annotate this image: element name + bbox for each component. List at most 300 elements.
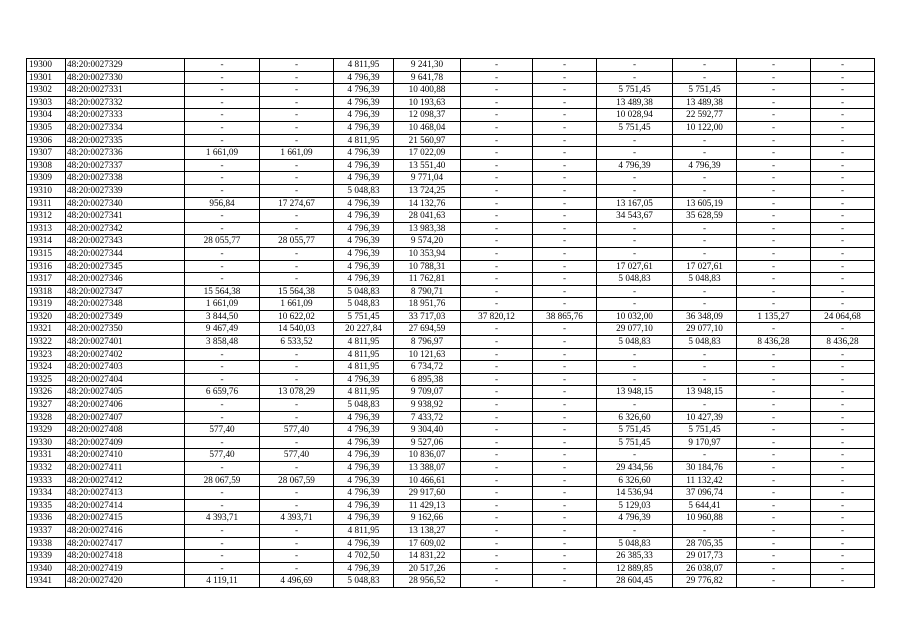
value-cell: -	[185, 172, 260, 185]
table-row	[27, 84, 875, 97]
cadastral-number-cell: 48:20:0027339	[66, 184, 185, 197]
value-cell: -	[811, 361, 875, 374]
value-cell: 4 796,39	[334, 562, 394, 575]
value-cell: -	[461, 399, 533, 412]
value-cell: 4 811,95	[334, 524, 394, 537]
value-cell: 9 241,30	[394, 59, 461, 72]
value-cell: -	[185, 222, 260, 235]
value-cell: -	[737, 96, 811, 109]
value-cell: 4 796,39	[334, 210, 394, 223]
value-cell: -	[811, 260, 875, 273]
row-number-cell: 19337	[27, 524, 66, 537]
table-body	[27, 59, 875, 588]
value-cell: 5 751,45	[597, 424, 673, 437]
value-cell: 5 129,03	[597, 499, 673, 512]
value-cell: 4 796,39	[334, 537, 394, 550]
row-number-cell: 19329	[27, 424, 66, 437]
cadastral-number-cell: 48:20:0027329	[66, 59, 185, 72]
value-cell: 5 751,45	[597, 121, 673, 134]
value-cell: 1 661,09	[260, 298, 334, 311]
value-cell: -	[597, 235, 673, 248]
value-cell: -	[461, 84, 533, 97]
table-row	[27, 147, 875, 160]
value-cell: 13 551,40	[394, 159, 461, 172]
value-cell: -	[185, 373, 260, 386]
table-row	[27, 550, 875, 563]
table-row	[27, 172, 875, 185]
value-cell: -	[461, 361, 533, 374]
table-row	[27, 562, 875, 575]
value-cell: -	[597, 373, 673, 386]
value-cell: -	[597, 184, 673, 197]
row-number-cell: 19313	[27, 222, 66, 235]
value-cell: -	[461, 71, 533, 84]
value-cell: 4 796,39	[334, 260, 394, 273]
value-cell: 4 796,39	[334, 84, 394, 97]
table-row	[27, 361, 875, 374]
value-cell: -	[260, 562, 334, 575]
value-cell: -	[533, 210, 597, 223]
value-cell: 4 796,39	[334, 222, 394, 235]
value-cell: -	[260, 399, 334, 412]
value-cell: 26 038,07	[673, 562, 737, 575]
value-cell: 10 468,04	[394, 121, 461, 134]
value-cell: -	[533, 273, 597, 286]
cadastral-number-cell: 48:20:0027420	[66, 575, 185, 588]
table-row	[27, 210, 875, 223]
value-cell: 5 048,83	[673, 336, 737, 349]
value-cell: -	[597, 285, 673, 298]
value-cell: -	[260, 84, 334, 97]
value-cell: -	[737, 235, 811, 248]
cadastral-number-cell: 48:20:0027407	[66, 411, 185, 424]
value-cell: -	[260, 537, 334, 550]
value-cell: 10 028,94	[597, 109, 673, 122]
row-number-cell: 19303	[27, 96, 66, 109]
row-number-cell: 19328	[27, 411, 66, 424]
value-cell: -	[811, 197, 875, 210]
value-cell: -	[811, 285, 875, 298]
value-cell: -	[673, 399, 737, 412]
value-cell: -	[185, 59, 260, 72]
value-cell: 30 184,76	[673, 462, 737, 475]
value-cell: -	[533, 537, 597, 550]
value-cell: -	[673, 71, 737, 84]
value-cell: 17 609,02	[394, 537, 461, 550]
value-cell: -	[533, 386, 597, 399]
value-cell: -	[533, 474, 597, 487]
value-cell: -	[533, 512, 597, 525]
table-row	[27, 462, 875, 475]
value-cell: -	[260, 121, 334, 134]
value-cell: -	[737, 361, 811, 374]
table-row	[27, 575, 875, 588]
row-number-cell: 19311	[27, 197, 66, 210]
value-cell: -	[737, 147, 811, 160]
cadastral-number-cell: 48:20:0027348	[66, 298, 185, 311]
table-row	[27, 424, 875, 437]
row-number-cell: 19330	[27, 436, 66, 449]
value-cell: -	[811, 550, 875, 563]
value-cell: -	[461, 197, 533, 210]
value-cell: 11 132,42	[673, 474, 737, 487]
value-cell: 4 796,39	[597, 512, 673, 525]
value-cell: -	[811, 411, 875, 424]
value-cell: 12 889,85	[597, 562, 673, 575]
value-cell: 4 393,71	[185, 512, 260, 525]
value-cell: -	[461, 499, 533, 512]
value-cell: -	[737, 487, 811, 500]
value-cell: -	[461, 285, 533, 298]
value-cell: -	[737, 550, 811, 563]
value-cell: 8 436,28	[811, 336, 875, 349]
value-cell: -	[811, 323, 875, 336]
value-cell: 3 858,48	[185, 336, 260, 349]
value-cell: -	[461, 449, 533, 462]
value-cell: 4 796,39	[334, 474, 394, 487]
cadastral-number-cell: 48:20:0027349	[66, 310, 185, 323]
value-cell: 5 048,83	[334, 285, 394, 298]
value-cell: 5 048,83	[597, 273, 673, 286]
cadastral-number-cell: 48:20:0027401	[66, 336, 185, 349]
table-row	[27, 222, 875, 235]
value-cell: 29 917,60	[394, 487, 461, 500]
value-cell: -	[597, 59, 673, 72]
value-cell: -	[533, 147, 597, 160]
value-cell: 14 831,22	[394, 550, 461, 563]
value-cell: -	[533, 172, 597, 185]
value-cell: -	[533, 96, 597, 109]
value-cell: -	[260, 134, 334, 147]
value-cell: -	[533, 524, 597, 537]
value-cell: 577,40	[260, 449, 334, 462]
row-number-cell: 19316	[27, 260, 66, 273]
value-cell: -	[185, 436, 260, 449]
value-cell: 10 960,88	[673, 512, 737, 525]
value-cell: 28 705,35	[673, 537, 737, 550]
cadastral-number-cell: 48:20:0027419	[66, 562, 185, 575]
value-cell: -	[811, 399, 875, 412]
value-cell: 28 041,63	[394, 210, 461, 223]
value-cell: -	[673, 172, 737, 185]
value-cell: -	[185, 121, 260, 134]
value-cell: -	[533, 260, 597, 273]
value-cell: -	[461, 348, 533, 361]
value-cell: -	[811, 386, 875, 399]
value-cell: 6 326,60	[597, 474, 673, 487]
value-cell: -	[260, 71, 334, 84]
value-cell: -	[461, 134, 533, 147]
value-cell: 37 820,12	[461, 310, 533, 323]
value-cell: -	[185, 96, 260, 109]
value-cell: 4 796,39	[334, 449, 394, 462]
value-cell: 6 659,76	[185, 386, 260, 399]
value-cell: -	[811, 298, 875, 311]
value-cell: -	[260, 348, 334, 361]
value-cell: 18 951,76	[394, 298, 461, 311]
cadastral-number-cell: 48:20:0027347	[66, 285, 185, 298]
value-cell: 9 467,49	[185, 323, 260, 336]
value-cell: -	[185, 159, 260, 172]
value-cell: 4 796,39	[334, 462, 394, 475]
value-cell: -	[737, 59, 811, 72]
value-cell: 13 983,38	[394, 222, 461, 235]
value-cell: -	[737, 499, 811, 512]
value-cell: 4 796,39	[334, 71, 394, 84]
value-cell: -	[737, 575, 811, 588]
value-cell: -	[737, 537, 811, 550]
value-cell: -	[185, 462, 260, 475]
row-number-cell: 19302	[27, 84, 66, 97]
value-cell: 4 811,95	[334, 348, 394, 361]
value-cell: -	[737, 285, 811, 298]
value-cell: -	[533, 197, 597, 210]
value-cell: 4 796,39	[334, 159, 394, 172]
value-cell: 13 605,19	[673, 197, 737, 210]
value-cell: -	[737, 474, 811, 487]
value-cell: 28 067,59	[185, 474, 260, 487]
value-cell: 13 724,25	[394, 184, 461, 197]
value-cell: -	[811, 562, 875, 575]
table-row	[27, 285, 875, 298]
row-number-cell: 19336	[27, 512, 66, 525]
cadastral-number-cell: 48:20:0027341	[66, 210, 185, 223]
value-cell: -	[461, 373, 533, 386]
cadastral-number-cell: 48:20:0027337	[66, 159, 185, 172]
value-cell: -	[811, 222, 875, 235]
value-cell: -	[461, 462, 533, 475]
value-cell: -	[533, 361, 597, 374]
value-cell: 4 702,50	[334, 550, 394, 563]
value-cell: 21 560,97	[394, 134, 461, 147]
value-cell: -	[737, 562, 811, 575]
value-cell: 4 796,39	[334, 499, 394, 512]
value-cell: -	[673, 524, 737, 537]
value-cell: -	[737, 462, 811, 475]
value-cell: 24 064,68	[811, 310, 875, 323]
value-cell: -	[260, 260, 334, 273]
table-row	[27, 59, 875, 72]
value-cell: -	[260, 411, 334, 424]
value-cell: -	[461, 524, 533, 537]
value-cell: 4 796,39	[334, 487, 394, 500]
value-cell: 11 762,81	[394, 273, 461, 286]
value-cell: -	[811, 499, 875, 512]
value-cell: 9 938,92	[394, 399, 461, 412]
value-cell: -	[260, 273, 334, 286]
value-cell: 1 661,09	[185, 147, 260, 160]
value-cell: 4 796,39	[673, 159, 737, 172]
table-row	[27, 260, 875, 273]
value-cell: -	[461, 550, 533, 563]
cadastral-number-cell: 48:20:0027343	[66, 235, 185, 248]
value-cell: -	[185, 260, 260, 273]
value-cell: 4 796,39	[334, 411, 394, 424]
value-cell: 26 385,33	[597, 550, 673, 563]
value-cell: -	[737, 512, 811, 525]
value-cell: 5 751,45	[673, 84, 737, 97]
value-cell: 6 734,72	[394, 361, 461, 374]
value-cell: -	[461, 247, 533, 260]
value-cell: 15 564,38	[260, 285, 334, 298]
value-cell: 4 796,39	[597, 159, 673, 172]
value-cell: -	[461, 210, 533, 223]
table-row	[27, 487, 875, 500]
value-cell: 29 077,10	[673, 323, 737, 336]
value-cell: -	[461, 222, 533, 235]
value-cell: -	[597, 247, 673, 260]
value-cell: -	[737, 121, 811, 134]
value-cell: -	[737, 260, 811, 273]
table-row	[27, 512, 875, 525]
cadastral-number-cell: 48:20:0027416	[66, 524, 185, 537]
value-cell: -	[811, 96, 875, 109]
value-cell: 5 751,45	[334, 310, 394, 323]
value-cell: -	[260, 172, 334, 185]
row-number-cell: 19340	[27, 562, 66, 575]
value-cell: -	[737, 399, 811, 412]
value-cell: -	[737, 436, 811, 449]
value-cell: -	[461, 273, 533, 286]
value-cell: -	[533, 247, 597, 260]
value-cell: 13 489,38	[673, 96, 737, 109]
row-number-cell: 19309	[27, 172, 66, 185]
row-number-cell: 19310	[27, 184, 66, 197]
value-cell: 17 027,61	[673, 260, 737, 273]
value-cell: 4 796,39	[334, 512, 394, 525]
value-cell: -	[461, 323, 533, 336]
value-cell: -	[461, 487, 533, 500]
cadastral-number-cell: 48:20:0027412	[66, 474, 185, 487]
value-cell: -	[260, 96, 334, 109]
value-cell: -	[737, 109, 811, 122]
value-cell: -	[185, 247, 260, 260]
value-cell: 34 543,67	[597, 210, 673, 223]
cadastral-number-cell: 48:20:0027417	[66, 537, 185, 550]
value-cell: -	[185, 487, 260, 500]
cadastral-number-cell: 48:20:0027334	[66, 121, 185, 134]
row-number-cell: 19334	[27, 487, 66, 500]
value-cell: -	[533, 285, 597, 298]
value-cell: -	[260, 210, 334, 223]
value-cell: -	[597, 449, 673, 462]
value-cell: 5 751,45	[597, 436, 673, 449]
value-cell: -	[533, 84, 597, 97]
cadastral-number-cell: 48:20:0027331	[66, 84, 185, 97]
cadastral-number-cell: 48:20:0027350	[66, 323, 185, 336]
value-cell: -	[737, 424, 811, 437]
row-number-cell: 19324	[27, 361, 66, 374]
value-cell: 33 717,03	[394, 310, 461, 323]
value-cell: 11 429,13	[394, 499, 461, 512]
value-cell: -	[533, 575, 597, 588]
value-cell: -	[737, 159, 811, 172]
table-row	[27, 121, 875, 134]
value-cell: -	[597, 147, 673, 160]
cadastral-number-cell: 48:20:0027342	[66, 222, 185, 235]
value-cell: -	[185, 348, 260, 361]
value-cell: 13 388,07	[394, 462, 461, 475]
value-cell: -	[461, 172, 533, 185]
row-number-cell: 19307	[27, 147, 66, 160]
row-number-cell: 19312	[27, 210, 66, 223]
value-cell: -	[737, 71, 811, 84]
value-cell: -	[461, 184, 533, 197]
cadastral-number-cell: 48:20:0027403	[66, 361, 185, 374]
row-number-cell: 19338	[27, 537, 66, 550]
table-row	[27, 524, 875, 537]
value-cell: 577,40	[185, 449, 260, 462]
value-cell: -	[597, 298, 673, 311]
cadastral-number-cell: 48:20:0027335	[66, 134, 185, 147]
value-cell: 10 427,39	[673, 411, 737, 424]
value-cell: -	[597, 399, 673, 412]
value-cell: -	[461, 411, 533, 424]
value-cell: -	[260, 436, 334, 449]
table-row	[27, 71, 875, 84]
value-cell: -	[185, 273, 260, 286]
value-cell: -	[461, 147, 533, 160]
cadastral-number-cell: 48:20:0027418	[66, 550, 185, 563]
value-cell: -	[811, 172, 875, 185]
value-cell: 3 844,50	[185, 310, 260, 323]
value-cell: 6 326,60	[597, 411, 673, 424]
value-cell: -	[461, 260, 533, 273]
value-cell: -	[260, 361, 334, 374]
value-cell: -	[811, 159, 875, 172]
cadastral-number-cell: 48:20:0027414	[66, 499, 185, 512]
row-number-cell: 19331	[27, 449, 66, 462]
value-cell: -	[673, 184, 737, 197]
value-cell: -	[737, 449, 811, 462]
value-cell: -	[461, 159, 533, 172]
row-number-cell: 19341	[27, 575, 66, 588]
value-cell: -	[533, 449, 597, 462]
value-cell: -	[597, 361, 673, 374]
value-cell: 14 536,94	[597, 487, 673, 500]
value-cell: 28 067,59	[260, 474, 334, 487]
value-cell: -	[811, 462, 875, 475]
value-cell: -	[533, 159, 597, 172]
value-cell: 29 077,10	[597, 323, 673, 336]
value-cell: -	[597, 222, 673, 235]
value-cell: -	[811, 84, 875, 97]
value-cell: -	[461, 386, 533, 399]
value-cell: 17 027,61	[597, 260, 673, 273]
value-cell: -	[461, 235, 533, 248]
cadastral-number-cell: 48:20:0027413	[66, 487, 185, 500]
value-cell: -	[533, 235, 597, 248]
row-number-cell: 19306	[27, 134, 66, 147]
value-cell: 36 348,09	[673, 310, 737, 323]
value-cell: -	[673, 285, 737, 298]
value-cell: -	[673, 373, 737, 386]
value-cell: 10 836,07	[394, 449, 461, 462]
value-cell: -	[185, 134, 260, 147]
value-cell: -	[185, 184, 260, 197]
row-number-cell: 19322	[27, 336, 66, 349]
row-number-cell: 19325	[27, 373, 66, 386]
value-cell: -	[811, 109, 875, 122]
cadastral-number-cell: 48:20:0027404	[66, 373, 185, 386]
value-cell: 35 628,59	[673, 210, 737, 223]
value-cell: 4 811,95	[334, 134, 394, 147]
value-cell: -	[597, 524, 673, 537]
value-cell: 17 274,67	[260, 197, 334, 210]
value-cell: -	[737, 273, 811, 286]
value-cell: -	[811, 424, 875, 437]
cadastral-number-cell: 48:20:0027409	[66, 436, 185, 449]
